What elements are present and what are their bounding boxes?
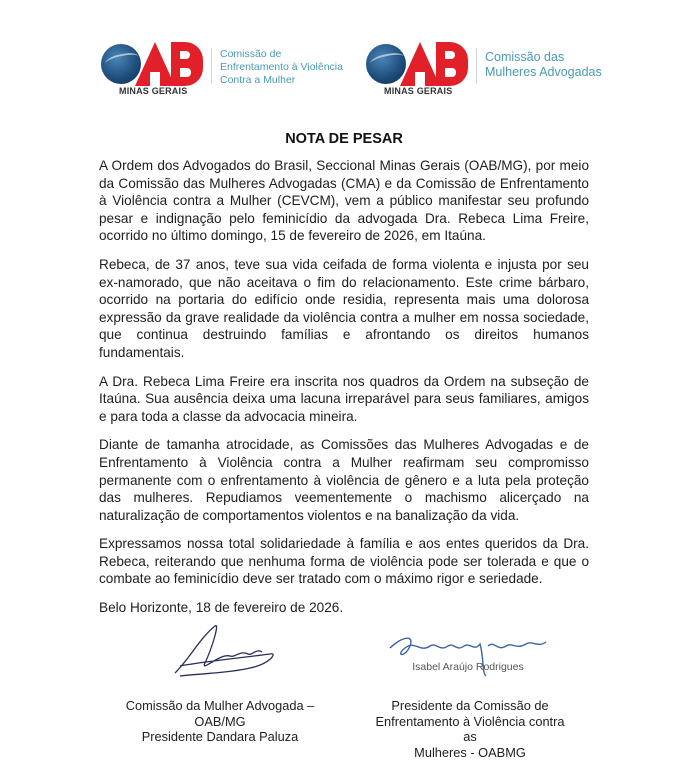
oab-letter-b bbox=[171, 42, 203, 86]
signature-block-cma bbox=[120, 618, 320, 745]
logo-region: MINAS GERAIS bbox=[119, 86, 187, 96]
document-body bbox=[99, 157, 589, 628]
paragraph: A Dra. Rebeca Lima Freire era inscrita nos quadros da Ordem na subseção de Itaúna. Sua ausência deixa uma lacuna irreparável para seus familiares, amigos e para toda a classe da advocacia mineira. bbox=[99, 373, 589, 426]
signature-line: OAB/MG bbox=[120, 714, 320, 730]
logo-region: MINAS GERAIS bbox=[384, 86, 452, 96]
oab-logo-mark bbox=[366, 40, 470, 98]
paragraph: Rebeca, de 37 anos, teve sua vida ceifada de forma violenta e injusta por seu ex-namorado, que não aceitava o fim do relacionamento. Este crime bárbaro, ocorrido na portaria do edifício onde residia, representa mais uma dolorosa expressão da grave realidade da violência contra a mulher em nossa sociedade, que continua destruindo famílias e afrontando os direitos humanos fundamentais. bbox=[99, 256, 589, 362]
logo-oab-cevcm bbox=[101, 40, 343, 98]
logo-divider bbox=[476, 48, 477, 84]
handwritten-signature bbox=[120, 618, 320, 686]
signature-block-cevcm bbox=[370, 618, 570, 760]
commission-line: Comissão das bbox=[485, 50, 602, 65]
paragraph: Diante de tamanha atrocidade, as Comissões das Mulheres Advogadas e de Enfrentamento à Violência contra a Mulher reafirmam seu compromisso permanente com o enfrentamento à violência de gênero e a luta pela proteção das mulheres. Repudiamos veementemente o machismo alicerçado na naturalização de comportamentos violentos e na banalização da vida. bbox=[99, 436, 589, 524]
commission-line: Enfrentamento à Violência bbox=[220, 61, 343, 74]
signature-line: Mulheres - OABMG bbox=[370, 745, 570, 760]
commission-line: Mulheres Advogadas bbox=[485, 65, 602, 80]
signature-line: Presidente Dandara Paluza bbox=[120, 729, 320, 745]
signature-line: Enfrentamento à Violência contra as bbox=[370, 714, 570, 745]
signature-line: Comissão da Mulher Advogada – bbox=[120, 698, 320, 714]
oab-letter-b bbox=[436, 42, 468, 86]
commission-line: Contra a Mulher bbox=[220, 74, 343, 87]
logo-commission-text bbox=[485, 50, 602, 80]
place-date: Belo Horizonte, 18 de fevereiro de 2026. bbox=[99, 599, 589, 617]
commission-line: Comissão de bbox=[220, 48, 343, 61]
logo-commission-text bbox=[220, 48, 343, 87]
paragraph: A Ordem dos Advogados do Brasil, Seccional Minas Gerais (OAB/MG), por meio da Comissão das Mulheres Advogadas (CMA) e da Comissão de Enfrentamento à Violência contra a Mulher (CEVCM), vem a público manifestar seu profundo pesar e indignação pelo feminicídio da advogada Dra. Rebeca Lima Freire, ocorrido no último domingo, 15 de fevereiro de 2026, em Itaúna. bbox=[99, 157, 589, 245]
oab-letter-a bbox=[400, 42, 440, 86]
oab-letter-a bbox=[135, 42, 175, 86]
paragraph: Expressamos nossa total solidariedade à família e aos entes queridos da Dra. Rebeca, reiterando que nenhuma forma de violência pode ser tolerada e que o combate ao feminicídio deve ser tratado com o máximo rigor e seriedade. bbox=[99, 535, 589, 588]
oab-logo-mark bbox=[101, 40, 205, 98]
logo-oab-cma bbox=[366, 40, 602, 98]
document-title: NOTA DE PESAR bbox=[0, 131, 688, 147]
signature-printed-name: Isabel Araújo Rodrigues bbox=[408, 660, 528, 676]
handwritten-signature bbox=[370, 618, 570, 686]
logo-divider bbox=[211, 48, 212, 84]
signature-line: Presidente da Comissão de bbox=[370, 698, 570, 714]
